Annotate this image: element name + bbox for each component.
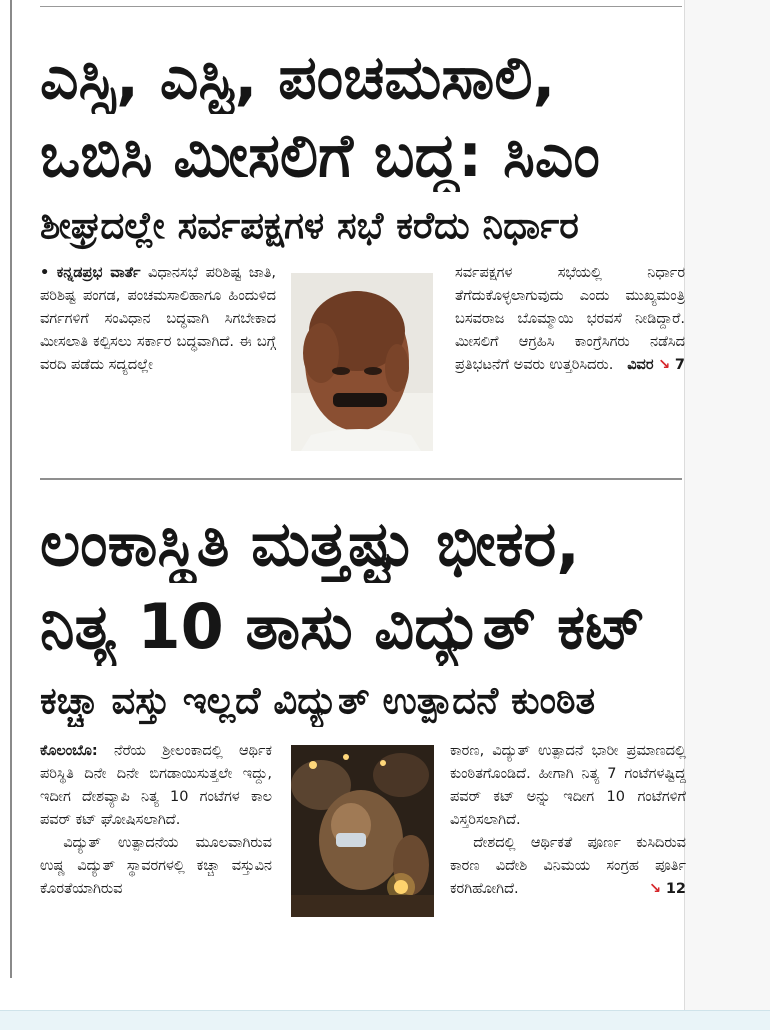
- portrait-image: [291, 273, 433, 451]
- story2-col1-para2: ವಿದ್ಯುತ್ ಉತ್ಪಾದನೆಯ ಮೂಲವಾಗಿರುವ ಉಷ್ಣ ವಿದ್ಯುತ್ ಸ್ಥಾವರಗಳಲ್ಲಿ ಕಚ್ಚಾ ವಸ್ತುವಿನ ಕೊರತೆಯಾಗಿರುವ: [40, 835, 272, 897]
- story2-column-1: [40, 740, 272, 901]
- continued-reference-2[interactable]: [626, 878, 686, 901]
- story2-col2-para2: ದೇಶದಲ್ಲಿ ಆರ್ಥಿಕತೆ ಪೂರ್ಣ ಕುಸಿದಿರುವ ಕಾರಣ ವಿದೇಶಿ ವಿನಿಮಯ ಸಂಗ್ರಹ ಪೂರ್ತಿ ಕರಗಿಹೋಗಿದೆ.: [450, 835, 686, 897]
- page-number: 7: [674, 357, 685, 373]
- story1-subhead: ಶೀಘ್ರದಲ್ಲೇ ಸರ್ವಪಕ್ಷಗಳ ಸಭೆ ಕರೆದು ನಿರ್ಧಾರ: [40, 204, 579, 247]
- story1-column-2: [455, 262, 685, 377]
- jump-arrow-icon: ↘: [649, 881, 662, 897]
- story1-column-1: [40, 262, 276, 377]
- jump-arrow-icon: ↘: [658, 357, 671, 373]
- bottom-band: [0, 1010, 770, 1030]
- continued-reference[interactable]: [627, 354, 685, 377]
- story2-dateline: ಕೊಲಂಬೊ:: [40, 743, 98, 759]
- page-number: 12: [665, 881, 686, 897]
- more-label: ವಿವರ: [627, 357, 654, 373]
- candle-scene-image: [291, 745, 434, 917]
- story1-headline-line1: ಎಸ್ಸಿ, ಎಸ್ಟಿ, ಪಂಚಮಸಾಲಿ,: [40, 43, 556, 113]
- chief-minister-photo: [291, 273, 433, 451]
- story1-col2-text: ಸರ್ವಪಕ್ಷಗಳ ಸಭೆಯಲ್ಲಿ ನಿರ್ಧಾರ ತೆಗೆದುಕೊಳ್ಳಲಾಗುವುದು ಎಂದು ಮುಖ್ಯಮಂತ್ರಿ ಬಸವರಾಜ ಬೊಮ್ಮಾಯಿ ಭರವಸೆ ನೀಡಿದ್ದಾರೆ. ಮೀಸಲಿಗೆ ಆಗ್ರಹಿಸಿ ಕಾಂಗ್ರೆಸಿಗರು ನಡೆಸಿದ ಪ್ರತಿಭಟನೆಗೆ ಅವರು ಉತ್ತರಿಸಿದರು.: [455, 265, 685, 373]
- story-separator: [40, 478, 682, 480]
- story1-col1-text: ವಿಧಾನಸಭೆ ಪರಿಶಿಷ್ಟ ಜಾತಿ, ಪರಿಶಿಷ್ಟ ಪಂಗಡ, ಪಂಚಮಸಾಲಿಹಾಗೂ ಹಿಂದುಳಿದ ವರ್ಗಗಳಿಗೆ ಸಂವಿಧಾನ ಬದ್ಧವಾಗಿ ಸಿಗಬೇಕಾದ ಮೀಸಲಾತಿ ಕಲ್ಪಿಸಲು ಸರ್ಕಾರ ಬದ್ಧವಾಗಿದೆ. ಈ ಬಗ್ಗೆ ವರದಿ ಪಡೆದು ಸದ್ಯದಲ್ಲೇ: [40, 265, 277, 373]
- story2-headline-line1: ಲಂಕಾಸ್ಥಿತಿ ಮತ್ತಷ್ಟು ಭೀಕರ,: [40, 507, 580, 580]
- story2-column-2: [450, 740, 686, 901]
- story1-byline: ಕನ್ನಡಪ್ರಭ ವಾರ್ತೆ: [56, 265, 141, 281]
- story2-col1-para1: ನೆರೆಯ ಶ್ರೀಲಂಕಾದಲ್ಲಿ ಆರ್ಥಿಕ ಪರಿಸ್ಥಿತಿ ದಿನೇ ದಿನೇ ಬಿಗಡಾಯಿಸುತ್ತಲೇ ಇದ್ದು, ಇದೀಗ ದೇಶವ್ಯಾಪಿ ನಿತ್ಯ 10 ಗಂಟೆಗಳ ಕಾಲ ಪವರ್ ಕಟ್ ಘೋಷಿಸಲಾಗಿದೆ.: [40, 743, 272, 828]
- page-margin: [684, 0, 770, 1029]
- story2-headline-line2: ನಿತ್ಯ 10 ತಾಸು ವಿದ್ಯುತ್ ಕಟ್: [40, 590, 646, 663]
- story2-col2-para1: ಕಾರಣ, ವಿದ್ಯುತ್ ಉತ್ಪಾದನೆ ಭಾರೀ ಪ್ರಮಾಣದಲ್ಲಿ ಕುಂಠಿತಗೊಂಡಿದೆ. ಹೀಗಾಗಿ ನಿತ್ಯ 7 ಗಂಟೆಗಳಷ್ಟಿದ್ದ ಪವರ್ ಕಟ್ ಅನ್ನು ಇದೀಗ 10 ಗಂಟೆಗಳಿಗೆ ವಿಸ್ತರಿಸಲಾಗಿದೆ.: [450, 743, 686, 828]
- bullet: •: [40, 265, 50, 281]
- story2-subhead: ಕಚ್ಚಾ ವಸ್ತು ಇಲ್ಲದೆ ವಿದ್ಯುತ್ ಉತ್ಪಾದನೆ ಕುಂಠಿತ: [40, 679, 596, 722]
- candlelight-photo: [291, 745, 434, 917]
- top-rule: [40, 6, 682, 7]
- story1-headline-line2: ಒಬಿಸಿ ಮೀಸಲಿಗೆ ಬದ್ಧ: ಸಿಎಂ: [40, 121, 600, 191]
- left-column-rule: [10, 0, 12, 978]
